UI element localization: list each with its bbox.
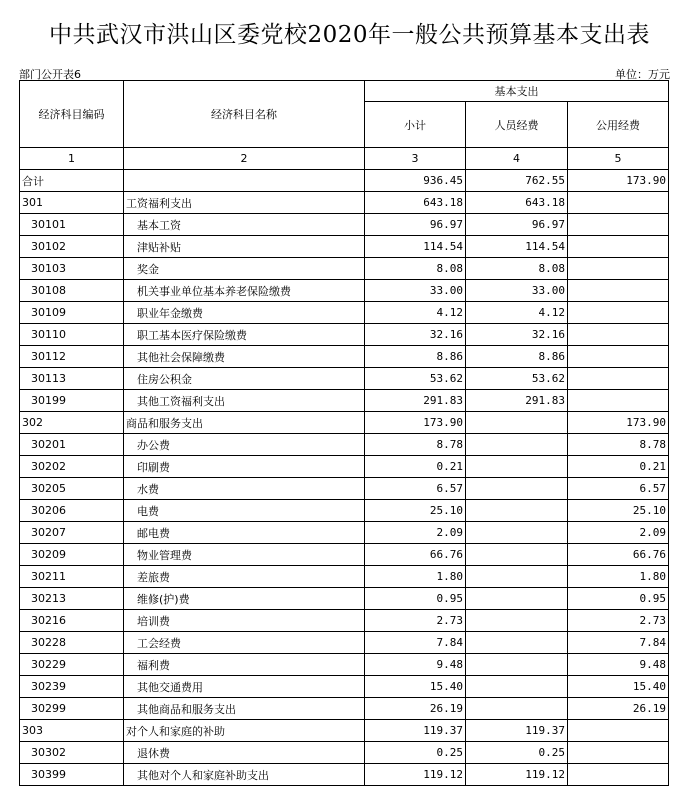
row-name: 办公费 — [124, 434, 365, 456]
row-code: 30399 — [20, 764, 124, 786]
row-subtotal: 1.80 — [365, 566, 466, 588]
table-row — [20, 588, 669, 610]
row-code: 30110 — [20, 324, 124, 346]
table-row — [20, 236, 669, 258]
row-code: 30109 — [20, 302, 124, 324]
row-code: 30202 — [20, 456, 124, 478]
row-code: 30201 — [20, 434, 124, 456]
row-subtotal: 8.78 — [365, 434, 466, 456]
table-row — [20, 192, 669, 214]
row-code: 30229 — [20, 654, 124, 676]
row-name: 印刷费 — [124, 456, 365, 478]
row-subtotal: 32.16 — [365, 324, 466, 346]
row-subtotal: 53.62 — [365, 368, 466, 390]
row-personnel — [466, 500, 568, 522]
table-row — [20, 390, 669, 412]
row-public — [568, 742, 669, 764]
row-code: 30101 — [20, 214, 124, 236]
row-code: 30228 — [20, 632, 124, 654]
row-subtotal: 2.73 — [365, 610, 466, 632]
row-name: 其他社会保障缴费 — [124, 346, 365, 368]
table-row — [20, 170, 669, 192]
row-name: 商品和服务支出 — [124, 412, 365, 434]
row-subtotal: 291.83 — [365, 390, 466, 412]
row-subtotal: 0.95 — [365, 588, 466, 610]
row-subtotal: 96.97 — [365, 214, 466, 236]
row-code: 301 — [20, 192, 124, 214]
row-personnel: 114.54 — [466, 236, 568, 258]
row-code: 303 — [20, 720, 124, 742]
row-name: 机关事业单位基本养老保险缴费 — [124, 280, 365, 302]
row-subtotal: 119.37 — [365, 720, 466, 742]
table-row — [20, 456, 669, 478]
row-name: 水费 — [124, 478, 365, 500]
row-personnel: 291.83 — [466, 390, 568, 412]
row-personnel — [466, 654, 568, 676]
row-public — [568, 346, 669, 368]
row-public: 0.95 — [568, 588, 669, 610]
row-code: 合计 — [20, 170, 124, 192]
row-code: 30108 — [20, 280, 124, 302]
row-public — [568, 368, 669, 390]
row-name: 退休费 — [124, 742, 365, 764]
row-name: 职业年金缴费 — [124, 302, 365, 324]
row-personnel: 4.12 — [466, 302, 568, 324]
row-name: 电费 — [124, 500, 365, 522]
row-personnel — [466, 456, 568, 478]
row-code: 302 — [20, 412, 124, 434]
header-name: 经济科目名称 — [124, 81, 365, 148]
table-row — [20, 346, 669, 368]
unit-label: 单位：万元 — [615, 68, 670, 81]
row-public: 2.09 — [568, 522, 669, 544]
row-personnel: 0.25 — [466, 742, 568, 764]
row-personnel — [466, 632, 568, 654]
row-name — [124, 170, 365, 192]
row-name: 差旅费 — [124, 566, 365, 588]
table-row — [20, 742, 669, 764]
row-subtotal: 26.19 — [365, 698, 466, 720]
row-public — [568, 280, 669, 302]
row-public: 25.10 — [568, 500, 669, 522]
row-personnel — [466, 434, 568, 456]
row-code: 30206 — [20, 500, 124, 522]
header-code: 经济科目编码 — [20, 81, 124, 148]
row-subtotal: 8.86 — [365, 346, 466, 368]
row-subtotal: 119.12 — [365, 764, 466, 786]
row-name: 住房公积金 — [124, 368, 365, 390]
row-public: 0.21 — [568, 456, 669, 478]
row-personnel: 119.12 — [466, 764, 568, 786]
row-code: 30103 — [20, 258, 124, 280]
row-subtotal: 33.00 — [365, 280, 466, 302]
row-subtotal: 4.12 — [365, 302, 466, 324]
row-name: 其他对个人和家庭补助支出 — [124, 764, 365, 786]
row-name: 基本工资 — [124, 214, 365, 236]
table-row — [20, 412, 669, 434]
row-subtotal: 0.21 — [365, 456, 466, 478]
table-row — [20, 720, 669, 742]
table-row — [20, 280, 669, 302]
header-subtotal: 小计 — [365, 102, 466, 148]
row-public: 2.73 — [568, 610, 669, 632]
header-personnel: 人员经费 — [466, 102, 568, 148]
row-public: 173.90 — [568, 412, 669, 434]
row-personnel — [466, 588, 568, 610]
row-personnel: 8.86 — [466, 346, 568, 368]
row-personnel — [466, 522, 568, 544]
table-id-label: 部门公开表6 — [19, 68, 81, 81]
row-personnel — [466, 610, 568, 632]
row-name: 其他商品和服务支出 — [124, 698, 365, 720]
row-personnel: 96.97 — [466, 214, 568, 236]
table-row — [20, 522, 669, 544]
header-row-1 — [20, 81, 669, 102]
row-subtotal: 936.45 — [365, 170, 466, 192]
row-subtotal: 0.25 — [365, 742, 466, 764]
row-subtotal: 643.18 — [365, 192, 466, 214]
row-personnel — [466, 676, 568, 698]
row-public — [568, 764, 669, 786]
row-public: 9.48 — [568, 654, 669, 676]
row-name: 物业管理费 — [124, 544, 365, 566]
col-number: 3 — [365, 148, 466, 170]
row-subtotal: 114.54 — [365, 236, 466, 258]
table-row — [20, 302, 669, 324]
row-personnel: 53.62 — [466, 368, 568, 390]
row-subtotal: 25.10 — [365, 500, 466, 522]
row-personnel: 119.37 — [466, 720, 568, 742]
row-subtotal: 9.48 — [365, 654, 466, 676]
row-name: 职工基本医疗保险缴费 — [124, 324, 365, 346]
table-row — [20, 566, 669, 588]
row-code: 30216 — [20, 610, 124, 632]
col-number: 1 — [20, 148, 124, 170]
header-group: 基本支出 — [365, 81, 669, 102]
row-public — [568, 192, 669, 214]
row-personnel — [466, 544, 568, 566]
row-personnel: 643.18 — [466, 192, 568, 214]
row-name: 培训费 — [124, 610, 365, 632]
table-row — [20, 478, 669, 500]
row-public — [568, 302, 669, 324]
row-personnel: 762.55 — [466, 170, 568, 192]
row-code: 30299 — [20, 698, 124, 720]
header-public: 公用经费 — [568, 102, 669, 148]
row-public — [568, 258, 669, 280]
row-subtotal: 7.84 — [365, 632, 466, 654]
row-code: 30302 — [20, 742, 124, 764]
row-public: 66.76 — [568, 544, 669, 566]
row-public — [568, 214, 669, 236]
budget-table-body — [20, 81, 669, 786]
table-row — [20, 654, 669, 676]
table-row — [20, 544, 669, 566]
row-code: 30113 — [20, 368, 124, 390]
row-personnel: 8.08 — [466, 258, 568, 280]
col-number: 4 — [466, 148, 568, 170]
table-row — [20, 214, 669, 236]
row-name: 津贴补贴 — [124, 236, 365, 258]
table-row — [20, 434, 669, 456]
row-public: 173.90 — [568, 170, 669, 192]
row-personnel: 33.00 — [466, 280, 568, 302]
row-name: 其他工资福利支出 — [124, 390, 365, 412]
row-name: 对个人和家庭的补助 — [124, 720, 365, 742]
row-public — [568, 236, 669, 258]
row-subtotal: 2.09 — [365, 522, 466, 544]
table-row — [20, 324, 669, 346]
row-subtotal: 173.90 — [365, 412, 466, 434]
row-subtotal: 8.08 — [365, 258, 466, 280]
row-name: 福利费 — [124, 654, 365, 676]
row-name: 邮电费 — [124, 522, 365, 544]
row-personnel — [466, 478, 568, 500]
row-name: 工资福利支出 — [124, 192, 365, 214]
row-name: 工会经费 — [124, 632, 365, 654]
table-row — [20, 610, 669, 632]
row-public: 8.78 — [568, 434, 669, 456]
row-personnel — [466, 698, 568, 720]
row-subtotal: 6.57 — [365, 478, 466, 500]
row-personnel — [466, 412, 568, 434]
row-code: 30112 — [20, 346, 124, 368]
row-code: 30207 — [20, 522, 124, 544]
row-public — [568, 390, 669, 412]
row-public: 1.80 — [568, 566, 669, 588]
row-personnel — [466, 566, 568, 588]
row-subtotal: 15.40 — [365, 676, 466, 698]
row-code: 30209 — [20, 544, 124, 566]
row-public: 7.84 — [568, 632, 669, 654]
table-row — [20, 632, 669, 654]
row-personnel: 32.16 — [466, 324, 568, 346]
table-row — [20, 764, 669, 786]
row-name: 其他交通费用 — [124, 676, 365, 698]
row-code: 30205 — [20, 478, 124, 500]
row-public — [568, 720, 669, 742]
table-row — [20, 500, 669, 522]
row-code: 30239 — [20, 676, 124, 698]
row-name: 维修(护)费 — [124, 588, 365, 610]
col-number: 5 — [568, 148, 669, 170]
table-row — [20, 698, 669, 720]
row-code: 30213 — [20, 588, 124, 610]
column-number-row — [20, 148, 669, 170]
col-number: 2 — [124, 148, 365, 170]
row-code: 30199 — [20, 390, 124, 412]
row-public: 26.19 — [568, 698, 669, 720]
table-row — [20, 258, 669, 280]
row-subtotal: 66.76 — [365, 544, 466, 566]
row-name: 奖金 — [124, 258, 365, 280]
row-public: 15.40 — [568, 676, 669, 698]
budget-table — [19, 80, 669, 786]
page-title: 中共武汉市洪山区委党校2020年一般公共预算基本支出表 — [48, 22, 651, 48]
row-public — [568, 324, 669, 346]
table-row — [20, 368, 669, 390]
table-row — [20, 676, 669, 698]
row-code: 30211 — [20, 566, 124, 588]
row-public: 6.57 — [568, 478, 669, 500]
row-code: 30102 — [20, 236, 124, 258]
